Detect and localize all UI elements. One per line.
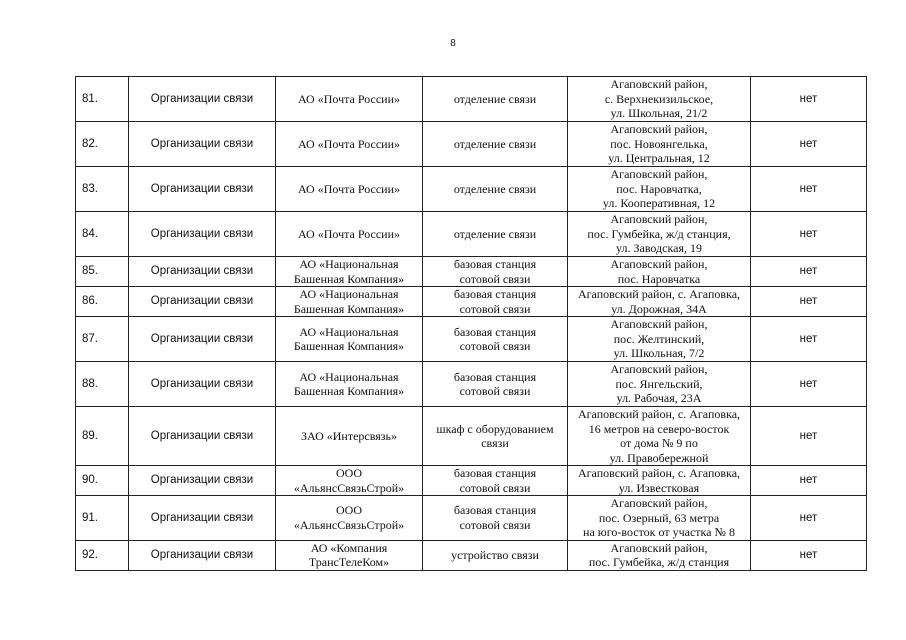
object-type-cell bbox=[423, 257, 568, 287]
value-cell: нет bbox=[751, 407, 867, 466]
object-type-cell-line: сотовой связи bbox=[459, 339, 531, 353]
organization-name-cell bbox=[276, 362, 423, 407]
row-number: 85. bbox=[76, 257, 129, 287]
organization-name-cell-line: Башенная Компания» bbox=[293, 301, 405, 316]
communications-table bbox=[75, 76, 867, 571]
row-number: 90. bbox=[76, 466, 129, 496]
address-cell-line: Агаповский район, bbox=[610, 122, 708, 137]
table-row bbox=[76, 407, 867, 466]
value-cell: нет bbox=[751, 167, 867, 212]
category-cell: Организации связи bbox=[129, 167, 276, 212]
category-cell: Организации связи bbox=[129, 212, 276, 257]
table-row bbox=[76, 167, 867, 212]
address-cell bbox=[568, 407, 751, 466]
value-cell: нет bbox=[751, 257, 867, 287]
organization-name-cell bbox=[276, 466, 423, 496]
object-type-cell-line: отделение связи bbox=[453, 181, 537, 196]
object-type-cell-line: сотовой связи bbox=[459, 271, 531, 286]
object-type-cell-line: базовая станция bbox=[453, 466, 537, 480]
category-cell: Организации связи bbox=[129, 77, 276, 122]
address-cell-line: ул. Школьная, 21/2 bbox=[610, 106, 708, 121]
address-cell-line: пос. Янгельский, bbox=[615, 376, 703, 391]
organization-name-cell-line: Башенная Компания» bbox=[293, 271, 405, 286]
address-cell-line: ул. Кооперативная, 12 bbox=[602, 196, 716, 211]
table-row bbox=[76, 77, 867, 122]
address-cell-line: пос. Новоянгелька, bbox=[610, 136, 708, 151]
address-cell bbox=[568, 362, 751, 407]
address-cell bbox=[568, 167, 751, 212]
row-number: 81. bbox=[76, 77, 129, 122]
address-cell bbox=[568, 122, 751, 167]
organization-name-cell bbox=[276, 540, 423, 570]
object-type-cell bbox=[423, 167, 568, 212]
address-cell-line: Агаповский район, bbox=[610, 496, 708, 510]
category-cell: Организации связи bbox=[129, 257, 276, 287]
address-cell-line: Агаповский район, bbox=[610, 362, 708, 377]
category-cell: Организации связи bbox=[129, 407, 276, 466]
row-number: 87. bbox=[76, 317, 129, 362]
object-type-cell-line: базовая станция bbox=[453, 257, 537, 271]
row-number: 92. bbox=[76, 540, 129, 570]
organization-name-cell bbox=[276, 407, 423, 466]
organization-name-cell-line: АО «Компания bbox=[310, 540, 388, 555]
address-cell-line: Агаповский район, bbox=[610, 167, 708, 182]
object-type-cell-line: сотовой связи bbox=[459, 301, 531, 316]
object-type-cell-line: отделение связи bbox=[453, 136, 537, 151]
organization-name-cell-line: ООО bbox=[336, 466, 362, 480]
address-cell-line: ул. Школьная, 7/2 bbox=[613, 346, 705, 361]
organization-name-cell bbox=[276, 122, 423, 167]
row-number: 84. bbox=[76, 212, 129, 257]
address-cell-line: пос. Гумбейка, ж/д станция, bbox=[587, 226, 731, 241]
row-number: 83. bbox=[76, 167, 129, 212]
table-row bbox=[76, 362, 867, 407]
value-cell: нет bbox=[751, 540, 867, 570]
address-cell-line: пос. Озерный, 63 метра bbox=[598, 510, 720, 525]
object-type-cell-line: связи bbox=[481, 436, 509, 450]
row-number: 88. bbox=[76, 362, 129, 407]
organization-name-cell bbox=[276, 317, 423, 362]
organization-name-cell bbox=[276, 212, 423, 257]
row-number: 89. bbox=[76, 407, 129, 466]
object-type-cell bbox=[423, 407, 568, 466]
address-cell-line: Агаповский район, с. Агаповка, bbox=[577, 287, 741, 301]
address-cell bbox=[568, 257, 751, 287]
address-cell-line: от дома № 9 по bbox=[620, 436, 698, 450]
table-body bbox=[76, 77, 867, 571]
object-type-cell-line: отделение связи bbox=[453, 226, 537, 241]
value-cell: нет bbox=[751, 287, 867, 317]
organization-name-cell-line: АО «Национальная bbox=[299, 369, 399, 384]
object-type-cell-line: шкаф с оборудованием bbox=[436, 421, 554, 436]
organization-name-cell-line: АО «Почта России» bbox=[297, 226, 400, 241]
organization-name-cell-line: АО «Национальная bbox=[299, 324, 399, 339]
object-type-cell bbox=[423, 362, 568, 407]
category-cell: Организации связи bbox=[129, 287, 276, 317]
table-row bbox=[76, 317, 867, 362]
object-type-cell bbox=[423, 540, 568, 570]
organization-name-cell-line: АО «Почта России» bbox=[297, 136, 400, 151]
address-cell-line: ул. Рабочая, 23А bbox=[616, 391, 702, 406]
table-row bbox=[76, 257, 867, 287]
table-row bbox=[76, 212, 867, 257]
value-cell: нет bbox=[751, 466, 867, 496]
organization-name-cell-line: АО «Национальная bbox=[299, 287, 399, 301]
object-type-cell-line: устройство связи bbox=[451, 547, 539, 562]
organization-name-cell-line: АО «Почта России» bbox=[297, 91, 400, 106]
page-number: 8 bbox=[450, 38, 456, 49]
value-cell: нет bbox=[751, 122, 867, 167]
address-cell bbox=[568, 287, 751, 317]
organization-name-cell-line: АО «Почта России» bbox=[297, 181, 400, 196]
category-cell: Организации связи bbox=[129, 540, 276, 570]
object-type-cell bbox=[423, 466, 568, 496]
object-type-cell bbox=[423, 287, 568, 317]
category-cell: Организации связи bbox=[129, 362, 276, 407]
address-cell-line: Агаповский район, bbox=[610, 257, 708, 271]
table-row bbox=[76, 122, 867, 167]
row-number: 91. bbox=[76, 496, 129, 541]
object-type-cell-line: сотовой связи bbox=[459, 480, 531, 495]
object-type-cell-line: базовая станция bbox=[453, 503, 537, 518]
address-cell-line: ул. Известковая bbox=[618, 480, 700, 495]
address-cell-line: на юго-восток от участка № 8 bbox=[583, 525, 735, 539]
address-cell-line: пос. Гумбейка, ж/д станция bbox=[588, 555, 730, 569]
organization-name-cell bbox=[276, 496, 423, 541]
address-cell-line: ул. Правобережной bbox=[609, 450, 709, 465]
object-type-cell bbox=[423, 317, 568, 362]
value-cell: нет bbox=[751, 362, 867, 407]
address-cell-line: 16 метров на северо-восток bbox=[588, 421, 730, 436]
organization-name-cell-line: «АльянсСвязьСтрой» bbox=[293, 517, 405, 532]
organization-name-cell-line: «АльянсСвязьСтрой» bbox=[293, 480, 405, 495]
category-cell: Организации связи bbox=[129, 496, 276, 541]
organization-name-cell-line: АО «Национальная bbox=[299, 257, 399, 271]
value-cell: нет bbox=[751, 496, 867, 541]
organization-name-cell bbox=[276, 167, 423, 212]
organization-name-cell bbox=[276, 77, 423, 122]
address-cell-line: пос. Наровчатка, bbox=[616, 181, 702, 196]
address-cell-line: с. Верхнекизильское, bbox=[604, 91, 714, 106]
object-type-cell-line: сотовой связи bbox=[459, 384, 531, 398]
address-cell-line: Агаповский район, bbox=[610, 317, 708, 332]
category-cell: Организации связи bbox=[129, 317, 276, 362]
table-row bbox=[76, 287, 867, 317]
address-cell-line: пос. Желтинский, bbox=[613, 331, 705, 346]
address-cell-line: Агаповский район, bbox=[610, 540, 708, 555]
category-cell: Организации связи bbox=[129, 466, 276, 496]
object-type-cell-line: сотовой связи bbox=[459, 517, 531, 532]
address-cell-line: Агаповский район, bbox=[610, 212, 708, 227]
row-number: 82. bbox=[76, 122, 129, 167]
organization-name-cell-line: ЗАО «Интерсвязь» bbox=[301, 428, 397, 443]
address-cell bbox=[568, 212, 751, 257]
table-row bbox=[76, 540, 867, 570]
address-cell bbox=[568, 496, 751, 541]
object-type-cell-line: базовая станция bbox=[453, 324, 537, 339]
row-number: 86. bbox=[76, 287, 129, 317]
address-cell-line: ул. Заводская, 19 bbox=[616, 241, 702, 256]
object-type-cell bbox=[423, 122, 568, 167]
organization-name-cell-line: Башенная Компания» bbox=[293, 384, 405, 398]
category-cell: Организации связи bbox=[129, 122, 276, 167]
address-cell bbox=[568, 540, 751, 570]
object-type-cell bbox=[423, 496, 568, 541]
address-cell bbox=[568, 77, 751, 122]
table-row bbox=[76, 496, 867, 541]
address-cell-line: Агаповский район, с. Агаповка, bbox=[577, 407, 741, 421]
object-type-cell bbox=[423, 212, 568, 257]
object-type-cell-line: базовая станция bbox=[453, 287, 537, 301]
address-cell bbox=[568, 317, 751, 362]
address-cell-line: ул. Центральная, 12 bbox=[608, 151, 710, 166]
value-cell: нет bbox=[751, 212, 867, 257]
organization-name-cell-line: Башенная Компания» bbox=[293, 339, 405, 353]
object-type-cell-line: базовая станция bbox=[453, 369, 537, 384]
address-cell bbox=[568, 466, 751, 496]
object-type-cell-line: отделение связи bbox=[453, 91, 537, 106]
organization-name-cell-line: ТрансТелеКом» bbox=[308, 555, 390, 569]
organization-name-cell bbox=[276, 257, 423, 287]
value-cell: нет bbox=[751, 317, 867, 362]
organization-name-cell bbox=[276, 287, 423, 317]
address-cell-line: ул. Дорожная, 34А bbox=[611, 301, 707, 316]
object-type-cell bbox=[423, 77, 568, 122]
value-cell: нет bbox=[751, 77, 867, 122]
address-cell-line: Агаповский район, bbox=[610, 77, 708, 92]
organization-name-cell-line: ООО bbox=[336, 503, 362, 518]
address-cell-line: Агаповский район, с. Агаповка, bbox=[577, 466, 741, 480]
table-row bbox=[76, 466, 867, 496]
address-cell-line: пос. Наровчатка bbox=[617, 271, 701, 286]
